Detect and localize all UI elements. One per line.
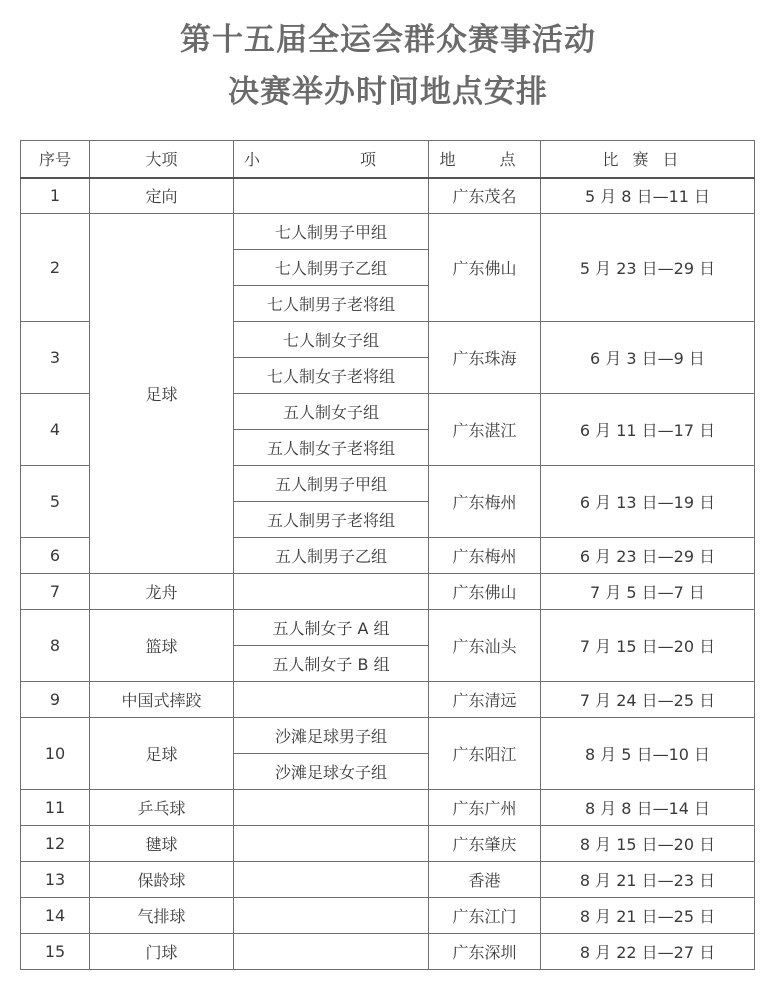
date-cell: 6 月 3 日—9 日 xyxy=(541,322,755,394)
sub-cell: 五人制女子组 xyxy=(234,394,429,430)
seq-cell: 7 xyxy=(21,574,90,610)
sub-cell: 五人制女子 B 组 xyxy=(234,646,429,682)
date-cell: 8 月 22 日—27 日 xyxy=(541,934,755,970)
table-row xyxy=(21,214,755,250)
seq-cell: 8 xyxy=(21,610,90,682)
table-row xyxy=(21,178,755,214)
page-title: 第十五届全运会群众赛事活动 xyxy=(180,22,596,58)
sub-cell: 七人制男子乙组 xyxy=(234,250,429,286)
venue-cell: 广东汕头 xyxy=(429,610,541,682)
table-row xyxy=(21,898,755,934)
venue-cell: 广东梅州 xyxy=(429,538,541,574)
event-cell: 足球 xyxy=(90,718,234,790)
seq-cell: 2 xyxy=(21,214,90,322)
table-row xyxy=(21,718,755,754)
venue-cell: 广东江门 xyxy=(429,898,541,934)
seq-cell: 12 xyxy=(21,826,90,862)
sub-cell xyxy=(234,790,429,826)
event-cell: 乒乓球 xyxy=(90,790,234,826)
sub-cell: 七人制男子甲组 xyxy=(234,214,429,250)
venue-cell: 广东梅州 xyxy=(429,466,541,538)
date-cell: 6 月 11 日—17 日 xyxy=(541,394,755,466)
seq-cell: 1 xyxy=(21,178,90,214)
event-cell: 气排球 xyxy=(90,898,234,934)
table-row xyxy=(21,862,755,898)
event-cell: 足球 xyxy=(90,214,234,574)
venue-cell: 广东清远 xyxy=(429,682,541,718)
header-venue: 地 点 xyxy=(429,141,541,178)
date-cell: 8 月 21 日—25 日 xyxy=(541,898,755,934)
header-sub: 小 项 xyxy=(234,141,429,178)
page-subtitle: 决赛举办时间地点安排 xyxy=(228,74,548,110)
sub-cell: 沙滩足球女子组 xyxy=(234,754,429,790)
date-cell: 8 月 8 日—14 日 xyxy=(541,790,755,826)
sub-cell: 五人制男子乙组 xyxy=(234,538,429,574)
seq-cell: 6 xyxy=(21,538,90,574)
seq-cell: 10 xyxy=(21,718,90,790)
table-row xyxy=(21,934,755,970)
seq-cell: 15 xyxy=(21,934,90,970)
sub-cell: 沙滩足球男子组 xyxy=(234,718,429,754)
date-cell: 6 月 13 日—19 日 xyxy=(541,466,755,538)
date-cell: 6 月 23 日—29 日 xyxy=(541,538,755,574)
venue-cell: 广东阳江 xyxy=(429,718,541,790)
event-cell: 中国式摔跤 xyxy=(90,682,234,718)
sub-cell: 五人制男子老将组 xyxy=(234,502,429,538)
date-cell: 5 月 23 日—29 日 xyxy=(541,214,755,322)
seq-cell: 11 xyxy=(21,790,90,826)
venue-cell: 广东茂名 xyxy=(429,178,541,214)
table-row xyxy=(21,610,755,646)
sub-cell: 七人制女子老将组 xyxy=(234,358,429,394)
sub-cell xyxy=(234,178,429,214)
header-event: 大项 xyxy=(90,141,234,178)
date-cell: 7 月 5 日—7 日 xyxy=(541,574,755,610)
table-row xyxy=(21,682,755,718)
date-cell: 7 月 24 日—25 日 xyxy=(541,682,755,718)
sub-cell xyxy=(234,574,429,610)
sub-cell: 五人制男子甲组 xyxy=(234,466,429,502)
event-cell: 龙舟 xyxy=(90,574,234,610)
sub-cell xyxy=(234,898,429,934)
venue-cell: 广东肇庆 xyxy=(429,826,541,862)
venue-cell: 广东湛江 xyxy=(429,394,541,466)
header-row xyxy=(21,141,755,178)
event-cell: 篮球 xyxy=(90,610,234,682)
date-cell: 5 月 8 日—11 日 xyxy=(541,178,755,214)
event-cell: 毽球 xyxy=(90,826,234,862)
sub-cell: 五人制女子 A 组 xyxy=(234,610,429,646)
event-cell: 定向 xyxy=(90,178,234,214)
table-row xyxy=(21,574,755,610)
seq-cell: 3 xyxy=(21,322,90,394)
venue-cell: 广东深圳 xyxy=(429,934,541,970)
seq-cell: 14 xyxy=(21,898,90,934)
event-cell: 保龄球 xyxy=(90,862,234,898)
venue-cell: 广东珠海 xyxy=(429,322,541,394)
event-cell: 门球 xyxy=(90,934,234,970)
header-seq: 序号 xyxy=(21,141,90,178)
date-cell: 8 月 5 日—10 日 xyxy=(541,718,755,790)
sub-cell: 七人制女子组 xyxy=(234,322,429,358)
date-cell: 7 月 15 日—20 日 xyxy=(541,610,755,682)
venue-cell: 广东广州 xyxy=(429,790,541,826)
venue-cell: 广东佛山 xyxy=(429,574,541,610)
sub-cell xyxy=(234,826,429,862)
table-row xyxy=(21,826,755,862)
date-cell: 8 月 21 日—23 日 xyxy=(541,862,755,898)
venue-cell: 广东佛山 xyxy=(429,214,541,322)
header-date: 比赛日 xyxy=(541,141,755,178)
venue-cell: 香港 xyxy=(429,862,541,898)
table-row xyxy=(21,790,755,826)
seq-cell: 4 xyxy=(21,394,90,466)
seq-cell: 9 xyxy=(21,682,90,718)
date-cell: 8 月 15 日—20 日 xyxy=(541,826,755,862)
seq-cell: 13 xyxy=(21,862,90,898)
schedule-table xyxy=(20,140,755,970)
sub-cell: 五人制女子老将组 xyxy=(234,430,429,466)
sub-cell: 七人制男子老将组 xyxy=(234,286,429,322)
sub-cell xyxy=(234,934,429,970)
sub-cell xyxy=(234,682,429,718)
seq-cell: 5 xyxy=(21,466,90,538)
sub-cell xyxy=(234,862,429,898)
